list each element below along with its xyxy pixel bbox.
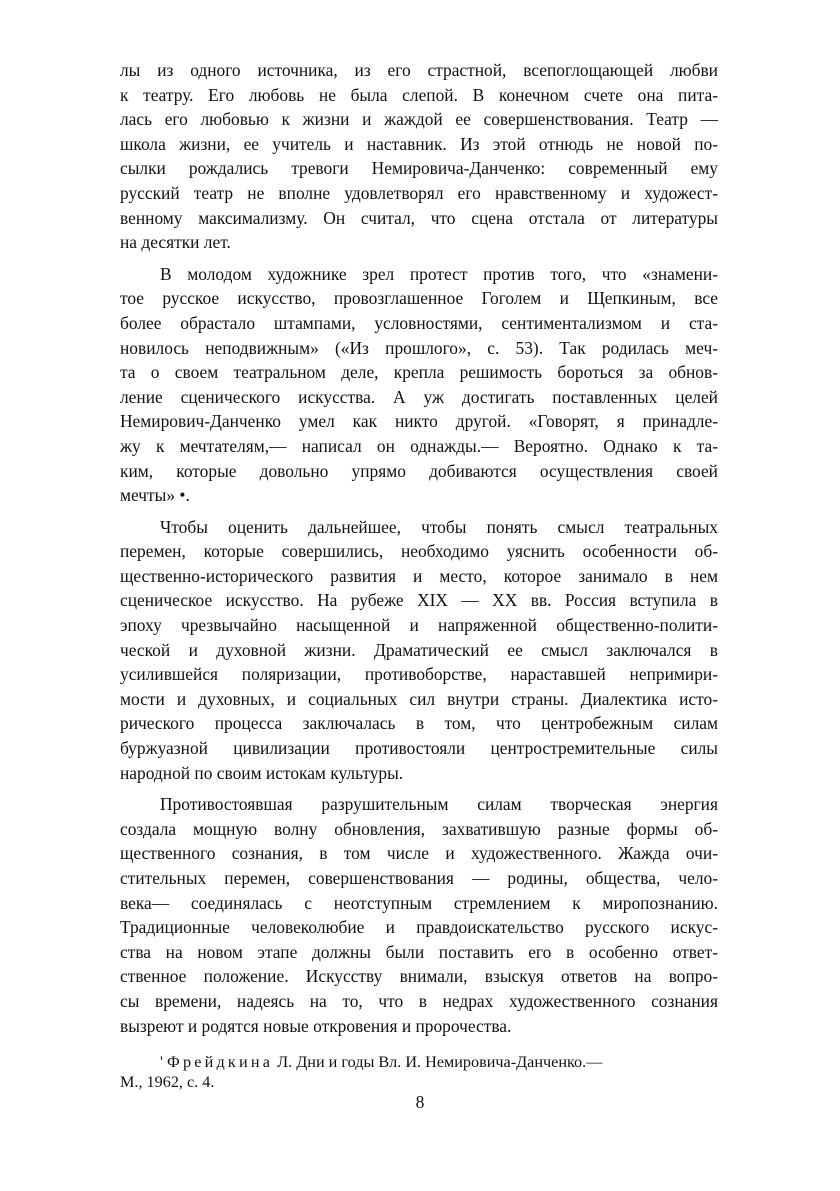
text-line: народной по своим истокам культуры. [120, 762, 404, 783]
footnote-line: М., 1962, с. 4. [120, 1073, 215, 1091]
text-line: та о своем театральном деле, крепла решимость бороться за обнов- [120, 362, 718, 383]
footnote-author: Фрейдкина [166, 1053, 274, 1071]
text-line: Чтобы оценить дальнейшее, чтобы понять смысл театральных [160, 516, 718, 537]
text-line: русский театр не вполне удовлетворял его нравственному и художест- [120, 182, 718, 203]
text-line: века— соединялась с неотступным стремлением к миропознанию. [120, 892, 718, 913]
text-line: мечты» •. [120, 485, 190, 506]
text-line: Традиционные человеколюбие и правдоискательство русского искус- [120, 917, 718, 938]
text-line: к театру. Его любовь не была слепой. В конечном счете она пита- [120, 84, 718, 105]
text-line: лы из одного источника, из его страстной, всепоглощающей любви [120, 60, 718, 80]
main-text [120, 58, 718, 1038]
page-number: 8 [415, 1092, 425, 1112]
text-line: более обрастало штампами, условностями, сентиментализмом и ста- [120, 312, 718, 333]
text-line: вызреют и родятся новые откровения и пророчества. [120, 1015, 512, 1036]
text-line: ление сценического искусства. А уж достигать поставленных целей [120, 386, 718, 407]
text-line: эпоху чрезвычайно насыщенной и напряженной общественно-полити- [120, 615, 718, 636]
text-line: перемен, которые совершились, необходимо уяснить особенности об- [120, 541, 718, 562]
text-line: на десятки лет. [120, 232, 231, 253]
text-line: тое русское искусство, провозглашенное Гоголем и Щепкиным, все [120, 288, 718, 309]
text-line: венному максимализму. Он считал, что сцена отстала от литературы [120, 207, 718, 228]
text-line: стительных перемен, совершенствования — родины, общества, чело- [120, 868, 718, 888]
paragraph [120, 58, 718, 255]
text-line: Немирович-Данченко умел как никто другой. «Говорят, я принадле- [120, 411, 718, 432]
text-line: Противостоявшая разрушительным силам творческая энергия [160, 794, 718, 815]
footnote [120, 1052, 718, 1092]
paragraph [120, 515, 718, 786]
paragraph [120, 792, 718, 1038]
paragraph [120, 262, 718, 508]
text-line: В молодом художнике зрел протест против того, что «знамени- [160, 263, 718, 284]
text-line: создала мощную волну обновления, захватившую разные формы об- [120, 818, 718, 839]
footnote-line [120, 1052, 718, 1072]
text-line: усилившейся поляризации, противоборстве, нараставшей непримири- [120, 664, 718, 685]
text-line: новилось неподвижным» («Из прошлого», с. 53). Так родилась меч- [120, 337, 718, 358]
text-line: ственное положение. Искусству внимали, взыскуя ответов на вопро- [120, 966, 718, 987]
footnote-citation: Л. Дни и годы Вл. И. Немировича-Данченко.— [277, 1053, 603, 1071]
text-line: школа жизни, ее учитель и наставник. Из этой отнюдь не новой по- [120, 133, 718, 154]
text-line: буржуазной цивилизации противостояли центростремительные силы [120, 738, 718, 759]
text-line: ческой и духовной жизни. Драматический ее смысл заключался в [120, 639, 718, 660]
footnote-marker: ' [160, 1053, 163, 1071]
text-line: ким, которые довольно упрямо добиваются осуществления своей [120, 460, 718, 481]
text-line: мости и духовных, и социальных сил внутри страны. Диалектика исто- [120, 688, 718, 709]
text-line: рического процесса заключалась в том, что центробежным силам [120, 713, 718, 734]
text-line: щественно-исторического развития и место, которое занимало в нем [120, 565, 718, 586]
text-line: сылки рождались тревоги Немировича-Данченко: современный ему [120, 158, 718, 179]
text-line: ства на новом этапе должны были поставить его в особенно ответ- [120, 941, 718, 962]
text-line: лась его любовью к жизни и жаждой ее совершенствования. Театр — [120, 109, 718, 130]
text-line: жу к мечтателям,— написал он однажды.— Вероятно. Однако к та- [120, 435, 718, 456]
text-line: сценическое искусство. На рубеже XIX — XX вв. Россия вступила в [120, 590, 718, 611]
text-line: сы времени, надеясь на то, что в недрах художественного сознания [120, 990, 718, 1011]
text-line: щественного сознания, в том числе и художественного. Жажда очи- [120, 843, 718, 864]
